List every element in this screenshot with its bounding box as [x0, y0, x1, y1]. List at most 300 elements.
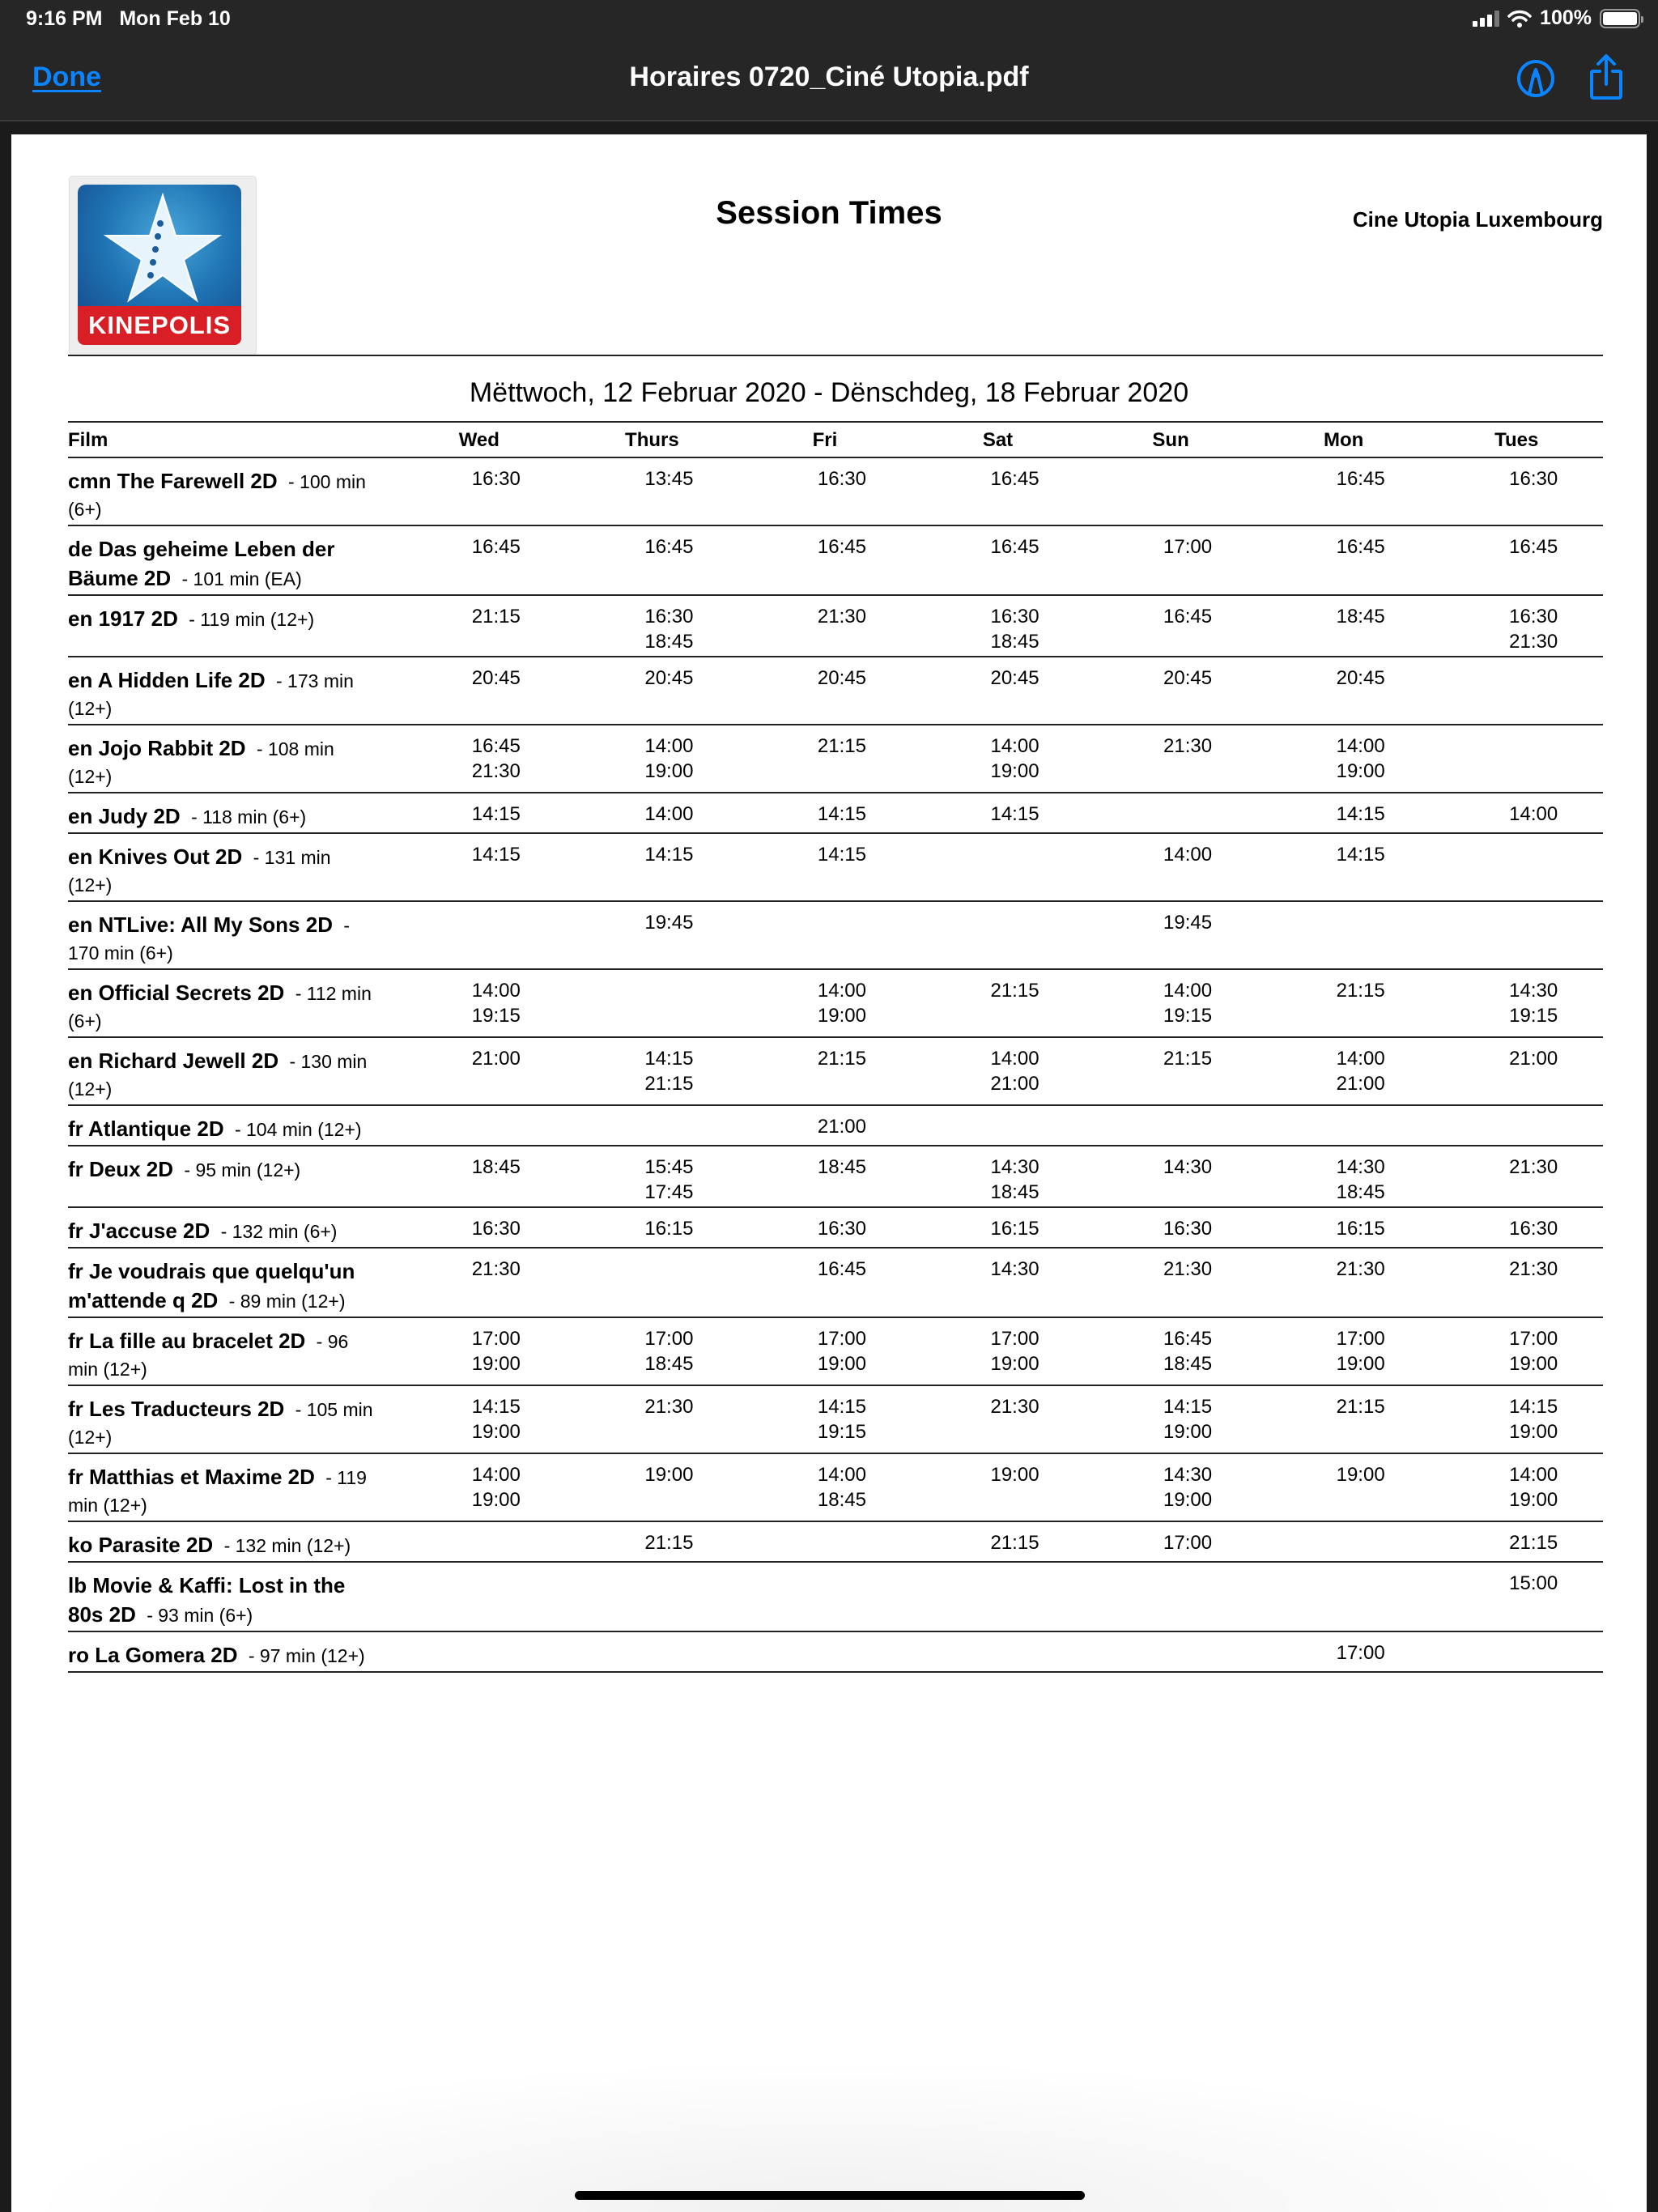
showtime: 21:15 — [990, 1532, 1039, 1554]
showtime: 16:45 — [990, 536, 1039, 558]
film-duration-rating: - 105 min (12+) — [68, 1399, 373, 1448]
showtime: 14:30 — [1163, 1156, 1213, 1178]
showtime: 16:30 — [817, 1218, 866, 1240]
film-cell — [68, 657, 393, 725]
table-row — [68, 1105, 1603, 1146]
showtime-cell — [566, 595, 739, 657]
status-icons — [1473, 6, 1640, 30]
table-row — [68, 1453, 1603, 1521]
showtime-cell — [1257, 1521, 1431, 1562]
showtime: 17:00 — [990, 1328, 1039, 1350]
film-duration-rating: - 97 min (12+) — [248, 1645, 365, 1666]
table-row — [68, 1037, 1603, 1105]
film-title: ko Parasite 2D — [68, 1533, 214, 1557]
showtime-cell — [912, 1037, 1085, 1105]
film-title: cmn The Farewell 2D — [68, 469, 278, 493]
showtime-cell — [1084, 1317, 1257, 1385]
showtime-cell — [1084, 1146, 1257, 1207]
showtime-cell — [912, 1453, 1085, 1521]
showtime-cell — [566, 725, 739, 793]
showtime-cell — [566, 793, 739, 833]
showtime: 21:15 — [644, 1532, 694, 1554]
showtime-cell — [1430, 457, 1603, 525]
showtime: 16:45 — [1163, 1328, 1213, 1350]
showtime-cell — [1084, 1248, 1257, 1317]
showtime-cell — [393, 901, 566, 969]
showtime-cell — [1430, 725, 1603, 793]
showtime: 14:15 — [990, 803, 1039, 825]
showtime-cell — [738, 1562, 912, 1631]
film-title: en Richard Jewell 2D — [68, 1049, 279, 1073]
showtime: 14:00 — [1163, 844, 1213, 866]
showtime-cell — [1257, 901, 1431, 969]
showtime-cell — [1084, 1521, 1257, 1562]
showtime: 20:45 — [1163, 667, 1213, 689]
film-cell — [68, 1248, 393, 1317]
column-header-wed: Wed — [393, 422, 566, 457]
showtime-cell — [393, 1453, 566, 1521]
document-title: Horaires 0720_Ciné Utopia.pdf — [629, 62, 1029, 92]
showtime: 16:30 — [644, 606, 694, 627]
showtime: 17:45 — [644, 1181, 694, 1203]
showtime-cell — [1257, 457, 1431, 525]
showtime-cell — [1430, 1037, 1603, 1105]
showtime-cell — [1430, 1248, 1603, 1317]
film-duration-rating: - 112 min (6+) — [68, 983, 372, 1032]
table-row — [68, 657, 1603, 725]
showtime-cell — [1430, 1207, 1603, 1248]
film-duration-rating: - 119 min (12+) — [68, 1467, 367, 1516]
film-title: fr La fille au bracelet 2D — [68, 1329, 306, 1353]
showtime: 18:45 — [1336, 606, 1385, 627]
showtime: 19:00 — [1163, 1489, 1213, 1511]
showtime: 18:45 — [990, 631, 1039, 653]
showtime: 17:00 — [644, 1328, 694, 1350]
showtime-cell — [738, 1453, 912, 1521]
showtime-cell — [566, 1207, 739, 1248]
film-title: fr Deux 2D — [68, 1157, 174, 1181]
showtime: 16:45 — [1509, 536, 1558, 558]
showtime-cell — [1430, 1385, 1603, 1453]
showtime: 14:30 — [1509, 980, 1558, 1002]
session-times-table — [68, 421, 1603, 1673]
showtime-cell — [1257, 793, 1431, 833]
showtime-cell — [912, 1631, 1085, 1672]
showtime-cell — [1430, 657, 1603, 725]
showtime-cell — [1257, 595, 1431, 657]
film-title: fr J'accuse 2D — [68, 1219, 210, 1243]
showtime: 20:45 — [471, 667, 521, 689]
table-row — [68, 1521, 1603, 1562]
film-cell — [68, 1317, 393, 1385]
showtime: 14:15 — [471, 844, 521, 866]
showtime: 16:45 — [817, 1258, 866, 1280]
showtime: 14:00 — [644, 803, 694, 825]
showtime-cell — [738, 725, 912, 793]
table-row — [68, 525, 1603, 595]
showtime: 20:45 — [644, 667, 694, 689]
showtime-cell — [738, 595, 912, 657]
showtime: 21:00 — [990, 1073, 1039, 1095]
showtime-cell — [738, 833, 912, 901]
showtime-cell — [1257, 1207, 1431, 1248]
showtime: 21:00 — [1509, 1048, 1558, 1070]
showtime-cell — [912, 1385, 1085, 1453]
showtime: 21:00 — [471, 1048, 521, 1070]
film-duration-rating: - 130 min (12+) — [68, 1051, 368, 1100]
showtime: 21:15 — [817, 735, 866, 757]
showtime-cell — [1084, 525, 1257, 595]
showtime: 16:30 — [817, 468, 866, 490]
showtime-cell — [393, 969, 566, 1037]
showtime: 21:30 — [817, 606, 866, 627]
film-cell — [68, 833, 393, 901]
film-duration-rating: - 93 min (6+) — [147, 1605, 253, 1626]
showtime-cell — [912, 1562, 1085, 1631]
showtime-cell — [912, 1521, 1085, 1562]
showtime-cell — [1430, 595, 1603, 657]
showtime-cell — [738, 1207, 912, 1248]
showtime: 21:15 — [644, 1073, 694, 1095]
showtime-cell — [738, 901, 912, 969]
logo-text: KINEPOLIS — [78, 306, 241, 345]
showtime: 16:45 — [990, 468, 1039, 490]
showtime-cell — [393, 1207, 566, 1248]
markup-button[interactable] — [1516, 58, 1556, 99]
film-cell — [68, 725, 393, 793]
showtime: 18:45 — [644, 1353, 694, 1375]
film-duration-rating: - 95 min (12+) — [184, 1159, 301, 1180]
showtime: 18:45 — [644, 631, 694, 653]
showtime-cell — [738, 1037, 912, 1105]
showtime-cell — [1257, 1248, 1431, 1317]
showtime-cell — [393, 833, 566, 901]
showtime-cell — [566, 657, 739, 725]
showtime: 16:30 — [1509, 1218, 1558, 1240]
column-header-film: Film — [68, 422, 393, 457]
showtime-cell — [1257, 1105, 1431, 1146]
showtime-cell — [1257, 969, 1431, 1037]
film-cell — [68, 1562, 393, 1631]
showtime: 19:00 — [990, 1353, 1039, 1375]
showtime: 14:15 — [817, 803, 866, 825]
showtime-cell — [393, 457, 566, 525]
showtime: 14:00 — [644, 735, 694, 757]
showtime: 21:30 — [1509, 1156, 1558, 1178]
showtime: 14:30 — [1336, 1156, 1385, 1178]
showtime: 19:00 — [1336, 1353, 1385, 1375]
film-cell — [68, 525, 393, 595]
showtime: 21:15 — [471, 606, 521, 627]
showtime-cell — [738, 457, 912, 525]
showtime: 13:45 — [644, 468, 694, 490]
film-cell — [68, 1385, 393, 1453]
status-time — [26, 7, 231, 31]
showtime-cell — [1257, 525, 1431, 595]
date: Mon Feb 10 — [119, 7, 231, 30]
showtime-cell — [738, 657, 912, 725]
film-rows — [68, 457, 1603, 1672]
showtime-cell — [1257, 657, 1431, 725]
film-title: fr Matthias et Maxime 2D — [68, 1465, 315, 1489]
showtime: 14:15 — [1509, 1396, 1558, 1418]
showtime-cell — [738, 1631, 912, 1672]
showtime-cell — [1430, 1105, 1603, 1146]
showtime: 16:45 — [471, 536, 521, 558]
showtime-cell — [566, 1562, 739, 1631]
showtime-cell — [738, 1521, 912, 1562]
showtime-cell — [566, 1037, 739, 1105]
showtime: 16:45 — [1336, 468, 1385, 490]
showtime: 15:00 — [1509, 1572, 1558, 1594]
showtime-cell — [738, 969, 912, 1037]
showtime-cell — [1430, 969, 1603, 1037]
done-button[interactable]: Done — [32, 62, 101, 92]
film-cell — [68, 793, 393, 833]
showtime-cell — [393, 1037, 566, 1105]
showtime: 19:15 — [817, 1421, 866, 1443]
showtime-cell — [393, 793, 566, 833]
showtime-cell — [912, 725, 1085, 793]
table-row — [68, 793, 1603, 833]
showtime: 21:15 — [1509, 1532, 1558, 1554]
film-title: ro La Gomera 2D — [68, 1643, 238, 1667]
film-duration-rating: - 89 min (12+) — [228, 1291, 346, 1312]
showtime-cell — [393, 1317, 566, 1385]
showtime: 14:00 — [1509, 1464, 1558, 1486]
showtime-cell — [1430, 1453, 1603, 1521]
showtime: 17:00 — [1509, 1328, 1558, 1350]
film-title: en A Hidden Life 2D — [68, 668, 266, 692]
showtime: 21:15 — [1163, 1048, 1213, 1070]
table-row — [68, 1631, 1603, 1672]
showtime-cell — [1257, 1631, 1431, 1672]
film-duration-rating: - 132 min (6+) — [220, 1221, 338, 1242]
showtime-cell — [1084, 969, 1257, 1037]
showtime: 14:30 — [990, 1258, 1039, 1280]
film-duration-rating: - 101 min (EA) — [181, 568, 302, 589]
showtime: 21:30 — [1509, 1258, 1558, 1280]
showtime: 14:15 — [644, 844, 694, 866]
showtime: 21:15 — [1336, 980, 1385, 1002]
film-cell — [68, 1207, 393, 1248]
film-title: fr Les Traducteurs 2D — [68, 1397, 285, 1421]
showtime: 19:45 — [644, 912, 694, 934]
showtime-cell — [738, 1385, 912, 1453]
table-row — [68, 833, 1603, 901]
showtime: 17:00 — [817, 1328, 866, 1350]
film-duration-rating: - 108 min (12+) — [68, 738, 334, 787]
showtime: 21:30 — [471, 1258, 521, 1280]
showtime-cell — [912, 793, 1085, 833]
showtime: 14:15 — [817, 1396, 866, 1418]
showtime: 16:15 — [644, 1218, 694, 1240]
column-header-mon: Mon — [1257, 422, 1431, 457]
showtime: 14:15 — [1336, 844, 1385, 866]
column-header-tues: Tues — [1430, 422, 1603, 457]
showtime: 20:45 — [1336, 667, 1385, 689]
share-icon — [1587, 53, 1626, 100]
showtime: 21:15 — [1336, 1396, 1385, 1418]
table-row — [68, 1146, 1603, 1207]
showtime: 21:00 — [817, 1116, 866, 1138]
film-duration-rating: - 96 min (12+) — [68, 1331, 349, 1380]
showtime: 20:45 — [990, 667, 1039, 689]
showtime-cell — [1257, 1146, 1431, 1207]
showtime: 16:45 — [817, 536, 866, 558]
showtime-cell — [393, 1105, 566, 1146]
showtime-cell — [912, 969, 1085, 1037]
film-duration-rating: - 131 min (12+) — [68, 847, 331, 895]
table-row — [68, 725, 1603, 793]
film-title: en Judy 2D — [68, 804, 181, 828]
film-cell — [68, 1105, 393, 1146]
showtime-cell — [1257, 1453, 1431, 1521]
showtime: 19:00 — [1509, 1421, 1558, 1443]
showtime: 16:45 — [644, 536, 694, 558]
showtime: 17:00 — [1163, 1532, 1213, 1554]
showtime: 16:30 — [471, 468, 521, 490]
film-cell — [68, 457, 393, 525]
showtime: 21:30 — [644, 1396, 694, 1418]
showtime: 17:00 — [471, 1328, 521, 1350]
showtime: 14:00 — [990, 1048, 1039, 1070]
showtime-cell — [1084, 793, 1257, 833]
showtime: 14:00 — [1336, 1048, 1385, 1070]
showtime: 19:00 — [817, 1353, 866, 1375]
showtime-cell — [738, 1248, 912, 1317]
page-bottom-fade — [11, 2058, 1647, 2212]
showtime: 14:15 — [817, 844, 866, 866]
showtime: 16:30 — [990, 606, 1039, 627]
showtime: 16:45 — [471, 735, 521, 757]
showtime-cell — [912, 525, 1085, 595]
showtime-cell — [1084, 457, 1257, 525]
film-cell — [68, 1631, 393, 1672]
showtime: 18:45 — [990, 1181, 1039, 1203]
showtime-cell — [738, 793, 912, 833]
showtime: 16:30 — [1163, 1218, 1213, 1240]
showtime-cell — [1257, 1037, 1431, 1105]
showtime: 18:45 — [1336, 1181, 1385, 1203]
showtime: 16:30 — [1509, 606, 1558, 627]
film-cell — [68, 1453, 393, 1521]
table-row — [68, 1562, 1603, 1631]
share-button[interactable] — [1587, 53, 1626, 100]
showtime-cell — [1084, 833, 1257, 901]
showtime-cell — [1084, 1562, 1257, 1631]
showtime: 14:15 — [1163, 1396, 1213, 1418]
showtime: 18:45 — [1163, 1353, 1213, 1375]
table-row — [68, 1317, 1603, 1385]
column-header-fri: Fri — [738, 422, 912, 457]
showtime: 21:15 — [817, 1048, 866, 1070]
showtime-cell — [393, 1385, 566, 1453]
showtime-cell — [912, 457, 1085, 525]
table-row — [68, 901, 1603, 969]
showtime-cell — [912, 657, 1085, 725]
showtime-cell — [1257, 1385, 1431, 1453]
markup-pen-icon — [1516, 58, 1556, 99]
showtime-cell — [1430, 1562, 1603, 1631]
showtime: 18:45 — [471, 1156, 521, 1178]
film-cell — [68, 1037, 393, 1105]
showtime: 19:00 — [817, 1005, 866, 1027]
showtime-cell — [566, 1146, 739, 1207]
film-title: lb Movie & Kaffi: Lost in the 80s 2D — [68, 1573, 346, 1627]
showtime: 21:15 — [990, 980, 1039, 1002]
film-title: de Das geheime Leben der Bäume 2D — [68, 537, 335, 590]
showtime-cell — [393, 1521, 566, 1562]
showtime-cell — [1257, 1317, 1431, 1385]
showtime: 14:00 — [817, 980, 866, 1002]
showtime-cell — [912, 1146, 1085, 1207]
top-bar — [0, 0, 1658, 121]
showtime-cell — [1430, 1317, 1603, 1385]
film-title: fr Je voudrais que quelqu'un m'attende q 2D — [68, 1259, 355, 1312]
showtime-cell — [912, 901, 1085, 969]
showtime-cell — [566, 1453, 739, 1521]
showtime: 19:00 — [1336, 1464, 1385, 1486]
film-cell — [68, 1521, 393, 1562]
film-duration-rating: - 132 min (12+) — [223, 1535, 351, 1556]
showtime-cell — [1257, 833, 1431, 901]
column-header-sat: Sat — [912, 422, 1085, 457]
film-title: en Official Secrets 2D — [68, 981, 285, 1005]
showtime-cell — [566, 1105, 739, 1146]
showtime-cell — [393, 1248, 566, 1317]
showtime-cell — [566, 1521, 739, 1562]
film-title: fr Atlantique 2D — [68, 1117, 224, 1141]
film-duration-rating: - 173 min (12+) — [68, 670, 354, 719]
film-duration-rating: - 119 min (12+) — [189, 609, 315, 630]
showtime: 20:45 — [817, 667, 866, 689]
column-header-thurs: Thurs — [566, 422, 739, 457]
showtime: 15:45 — [644, 1156, 694, 1178]
showtime-cell — [738, 525, 912, 595]
showtime-cell — [566, 1317, 739, 1385]
showtime: 17:00 — [1163, 536, 1213, 558]
showtime: 19:00 — [990, 760, 1039, 782]
showtime: 19:45 — [1163, 912, 1213, 934]
film-cell — [68, 969, 393, 1037]
table-row — [68, 595, 1603, 657]
showtime-cell — [738, 1146, 912, 1207]
showtime: 14:15 — [644, 1048, 694, 1070]
table-row — [68, 969, 1603, 1037]
film-title: en 1917 2D — [68, 606, 178, 631]
showtime-cell — [1257, 725, 1431, 793]
cellular-signal-icon — [1473, 11, 1499, 27]
showtime: 18:45 — [817, 1489, 866, 1511]
battery-percent: 100% — [1540, 6, 1592, 29]
showtime: 21:00 — [1336, 1073, 1385, 1095]
film-cell — [68, 595, 393, 657]
home-indicator[interactable] — [575, 2191, 1085, 2200]
table-row — [68, 457, 1603, 525]
showtime-cell — [912, 833, 1085, 901]
showtime-cell — [738, 1317, 912, 1385]
film-duration-rating: - 118 min (6+) — [191, 806, 307, 827]
film-cell — [68, 1146, 393, 1207]
showtime-cell — [912, 1207, 1085, 1248]
showtime: 19:00 — [1336, 760, 1385, 782]
showtime-cell — [1084, 1037, 1257, 1105]
table-row — [68, 1207, 1603, 1248]
battery-icon — [1600, 9, 1640, 28]
showtime: 19:00 — [471, 1489, 521, 1511]
pdf-page[interactable] — [11, 134, 1647, 2212]
